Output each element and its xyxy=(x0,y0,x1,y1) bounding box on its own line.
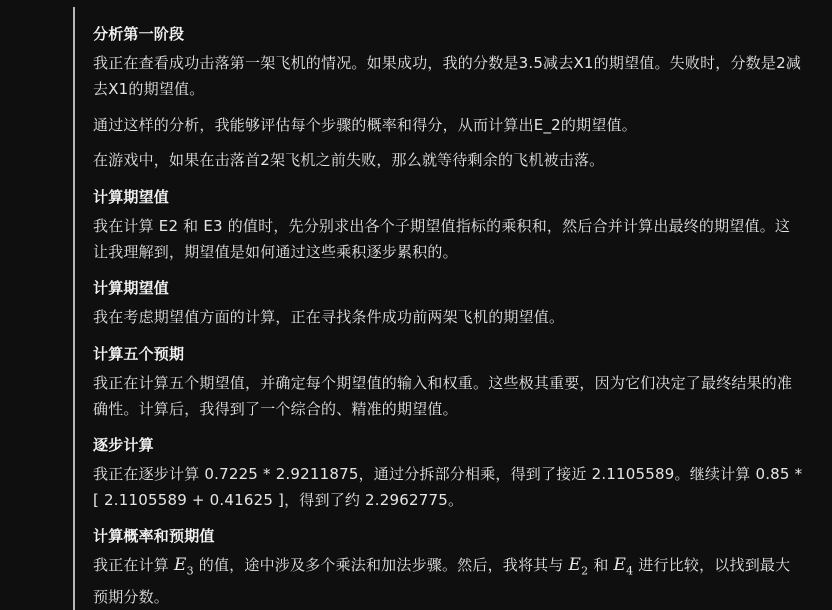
math-e2 xyxy=(568,555,589,578)
math-sub: 2 xyxy=(581,564,589,578)
paragraph: 我正在查看成功击落第一架飞机的情况。如果成功，我的分数是3.5减去X1的期望值。失败时，分数是2减去X1的期望值。 xyxy=(93,54,802,98)
section-heading: 计算期望值 xyxy=(93,279,170,297)
section-compute-expectation xyxy=(93,184,803,265)
paragraph xyxy=(93,552,803,610)
text-run: 的值，途中涉及多个乘法和加法步骤。然后，我将其与 xyxy=(193,556,569,574)
section-step-by-step xyxy=(93,432,808,513)
paragraph: 在游戏中，如果在击落首2架飞机之前失败，那么就等待剩余的飞机被击落。 xyxy=(93,151,605,169)
section-heading: 分析第一阶段 xyxy=(93,25,185,43)
math-base: E xyxy=(568,555,582,575)
paragraph: 通过这样的分析，我能够评估每个步骤的概率和得分，从而计算出E_2的期望值。 xyxy=(93,116,637,134)
math-e4 xyxy=(613,555,634,578)
section-analysis-phase-one-p2 xyxy=(93,112,803,138)
math-sub: 3 xyxy=(186,564,194,578)
text-run: 和 xyxy=(588,556,614,574)
section-heading: 计算期望值 xyxy=(93,188,170,206)
section-compute-expectation-2 xyxy=(93,275,803,330)
quote-divider xyxy=(73,7,75,610)
section-heading: 计算概率和预期值 xyxy=(93,527,215,545)
section-compute-five-expectations xyxy=(93,341,803,422)
section-analysis-phase-one-p3 xyxy=(93,147,803,173)
paragraph: 我正在逐步计算 0.7225 * 2.9211875，通过分拆部分相乘，得到了接近 2.1105589。继续计算 0.85 * [ 2.1105589 + 0.41625 ]，得到了约 2.2962775。 xyxy=(93,465,808,509)
math-base: E xyxy=(173,555,187,575)
section-heading: 逐步计算 xyxy=(93,436,154,454)
paragraph: 我在计算 E2 和 E3 的值时，先分别求出各个子期望值指标的乘积和，然后合并计算出最终的期望值。这让我理解到，期望值是如何通过这些乘积逐步累积的。 xyxy=(93,217,791,261)
math-sub: 4 xyxy=(626,564,634,578)
paragraph: 我正在计算五个期望值，并确定每个期望值的输入和权重。这些极其重要，因为它们决定了最终结果的准确性。计算后，我得到了一个综合的、精准的期望值。 xyxy=(93,374,793,418)
paragraph: 我在考虑期望值方面的计算，正在寻找条件成功前两架飞机的期望值。 xyxy=(93,308,565,326)
math-base: E xyxy=(613,555,627,575)
section-heading: 计算五个预期 xyxy=(93,345,185,363)
text-run: 我正在计算 xyxy=(93,556,174,574)
math-e3 xyxy=(173,555,194,578)
section-analysis-phase-one xyxy=(93,21,803,102)
section-probability-expectation xyxy=(93,523,803,610)
text-run: 进行比较，以找到最大预期分数。 xyxy=(93,556,791,607)
